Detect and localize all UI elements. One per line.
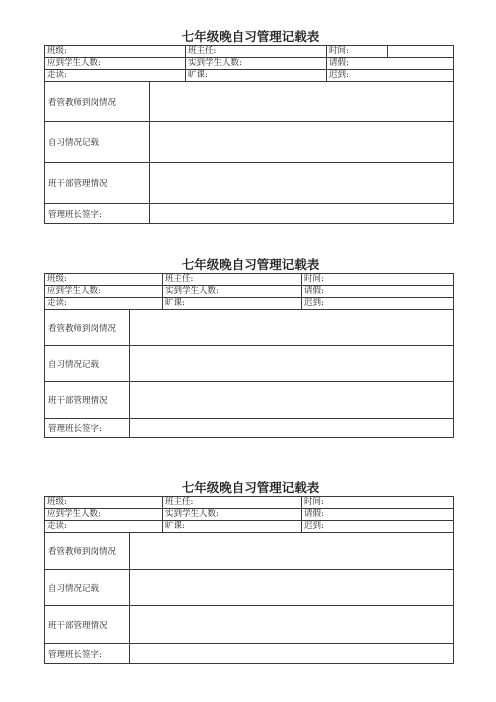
monitor-sign-label: 管理班长签字: — [45, 419, 130, 438]
late-field[interactable]: 迟到: — [302, 521, 454, 533]
cadre-entry[interactable] — [130, 382, 454, 419]
leave-field[interactable]: 请假: — [302, 509, 454, 521]
teacher-duty-row — [45, 310, 454, 346]
cadre-entry[interactable] — [150, 163, 454, 204]
header-row-3 — [45, 298, 454, 310]
walk-in-field[interactable]: 走读: — [45, 70, 186, 82]
time-field[interactable]: 时间: — [327, 46, 388, 58]
walk-in-field[interactable]: 走读: — [45, 521, 163, 533]
monitor-sign-entry[interactable] — [130, 644, 454, 664]
record-table — [44, 496, 454, 664]
teacher-duty-row — [45, 533, 454, 570]
teacher-duty-entry[interactable] — [150, 82, 454, 122]
absent-field[interactable]: 旷课: — [163, 521, 302, 533]
teacher-duty-row — [45, 82, 454, 122]
monitor-sign-row — [45, 644, 454, 664]
head-teacher-field[interactable]: 班主任: — [163, 274, 302, 286]
self-study-label: 自习情况记载 — [45, 346, 130, 382]
self-study-entry[interactable] — [150, 122, 454, 163]
late-field[interactable]: 迟到: — [327, 70, 454, 82]
time-field[interactable]: 时间: — [302, 497, 454, 509]
self-study-entry[interactable] — [130, 346, 454, 382]
cadre-entry[interactable] — [130, 606, 454, 644]
class-field[interactable]: 班级: — [45, 46, 186, 58]
self-study-row — [45, 346, 454, 382]
class-field[interactable]: 班级: — [45, 274, 163, 286]
header-row-1 — [45, 46, 454, 58]
actual-students-field[interactable]: 实到学生人数: — [163, 286, 302, 298]
header-row-2 — [45, 58, 454, 70]
expected-students-field[interactable]: 应到学生人数: — [45, 286, 163, 298]
record-form-2 — [44, 256, 453, 438]
late-field[interactable]: 迟到: — [302, 298, 454, 310]
cadre-label: 班干部管理情况 — [45, 382, 130, 419]
record-table — [44, 273, 454, 438]
absent-field[interactable]: 旷课: — [163, 298, 302, 310]
monitor-sign-label: 管理班长签字: — [45, 644, 130, 664]
cadre-row — [45, 382, 454, 419]
time-value-field[interactable] — [388, 46, 454, 58]
cadre-row — [45, 606, 454, 644]
form-title: 七年级晚自习管理记载表 — [181, 480, 320, 495]
form-title: 七年级晚自习管理记载表 — [181, 257, 320, 272]
actual-students-field[interactable]: 实到学生人数: — [186, 58, 327, 70]
record-table — [44, 45, 454, 224]
header-row-3 — [45, 70, 454, 82]
expected-students-field[interactable]: 应到学生人数: — [45, 58, 186, 70]
self-study-label: 自习情况记载 — [45, 122, 150, 163]
head-teacher-field[interactable]: 班主任: — [186, 46, 327, 58]
teacher-duty-entry[interactable] — [130, 310, 454, 346]
class-field[interactable]: 班级: — [45, 497, 163, 509]
self-study-row — [45, 570, 454, 606]
header-row-1 — [45, 274, 454, 286]
monitor-sign-label: 管理班长签字: — [45, 204, 150, 224]
record-form-1 — [44, 28, 453, 224]
monitor-sign-entry[interactable] — [150, 204, 454, 224]
teacher-duty-label: 看管教师到岗情况 — [45, 82, 150, 122]
leave-field[interactable]: 请假: — [327, 58, 454, 70]
form-title: 七年级晚自习管理记载表 — [181, 29, 320, 44]
leave-field[interactable]: 请假: — [302, 286, 454, 298]
cadre-label: 班干部管理情况 — [45, 606, 130, 644]
teacher-duty-label: 看管教师到岗情况 — [45, 533, 130, 570]
monitor-sign-entry[interactable] — [130, 419, 454, 438]
actual-students-field[interactable]: 实到学生人数: — [163, 509, 302, 521]
absent-field[interactable]: 旷课: — [186, 70, 327, 82]
head-teacher-field[interactable]: 班主任: — [163, 497, 302, 509]
header-row-3 — [45, 521, 454, 533]
monitor-sign-row — [45, 419, 454, 438]
record-form-3 — [44, 479, 453, 664]
self-study-label: 自习情况记载 — [45, 570, 130, 606]
monitor-sign-row — [45, 204, 454, 224]
walk-in-field[interactable]: 走读: — [45, 298, 163, 310]
time-field[interactable]: 时间: — [302, 274, 454, 286]
self-study-row — [45, 122, 454, 163]
teacher-duty-label: 看管教师到岗情况 — [45, 310, 130, 346]
header-row-2 — [45, 509, 454, 521]
header-row-1 — [45, 497, 454, 509]
header-row-2 — [45, 286, 454, 298]
self-study-entry[interactable] — [130, 570, 454, 606]
expected-students-field[interactable]: 应到学生人数: — [45, 509, 163, 521]
cadre-row — [45, 163, 454, 204]
cadre-label: 班干部管理情况 — [45, 163, 150, 204]
teacher-duty-entry[interactable] — [130, 533, 454, 570]
